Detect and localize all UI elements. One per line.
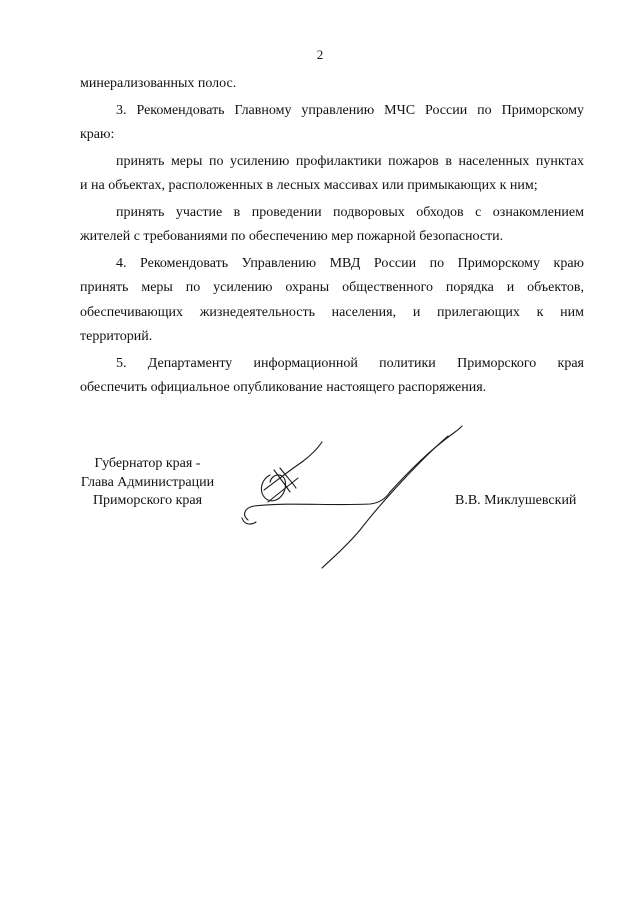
signer-name: В.В. Миклушевский (455, 493, 577, 508)
signer-title (60, 455, 235, 511)
signer-title-line-2: Глава Администрации (80, 474, 215, 490)
paragraph-3-line-1: 3. Рекомендовать Главному управлению МЧС России по Приморскому (116, 102, 584, 118)
paragraph-5-line-2: обеспечить официальное опубликование настоящего распоряжения. (80, 380, 487, 395)
page-number: 2 (316, 47, 324, 62)
paragraph-2-end: минерализованных полос. (80, 76, 237, 91)
paragraph-4-line-1: 4. Рекомендовать Управлению МВД России по Приморскому краю (116, 255, 584, 271)
paragraph-3-line-2: краю: (80, 127, 115, 142)
signer-title-line-3: Приморского края (92, 493, 203, 508)
paragraph-4-line-2: принять меры по усилению охраны общественного порядка и объектов, (80, 280, 584, 295)
paragraph-3a-line-1: принять меры по усилению профилактики пожаров в населенных пунктах (116, 153, 584, 169)
paragraph-5-line-1: 5. Департаменту информационной политики Приморского края (116, 355, 584, 371)
paragraph-4-line-4: территорий. (80, 329, 153, 344)
signer-title-line-1: Губернатор края - (94, 456, 201, 471)
handwritten-signature (230, 420, 470, 570)
paragraph-3a-line-2: и на объектах, расположенных в лесных массивах или примыкающих к ним; (80, 178, 538, 193)
paragraph-4-line-3: обеспечивающих жизнедеятельность населения, и прилегающих к ним (80, 304, 584, 320)
paragraph-3b-line-1: принять участие в проведении подворовых обходов с ознакомлением (116, 204, 584, 220)
paragraph-3b-line-2: жителей с требованиями по обеспечению мер пожарной безопасности. (80, 229, 504, 244)
document-body (80, 72, 584, 401)
